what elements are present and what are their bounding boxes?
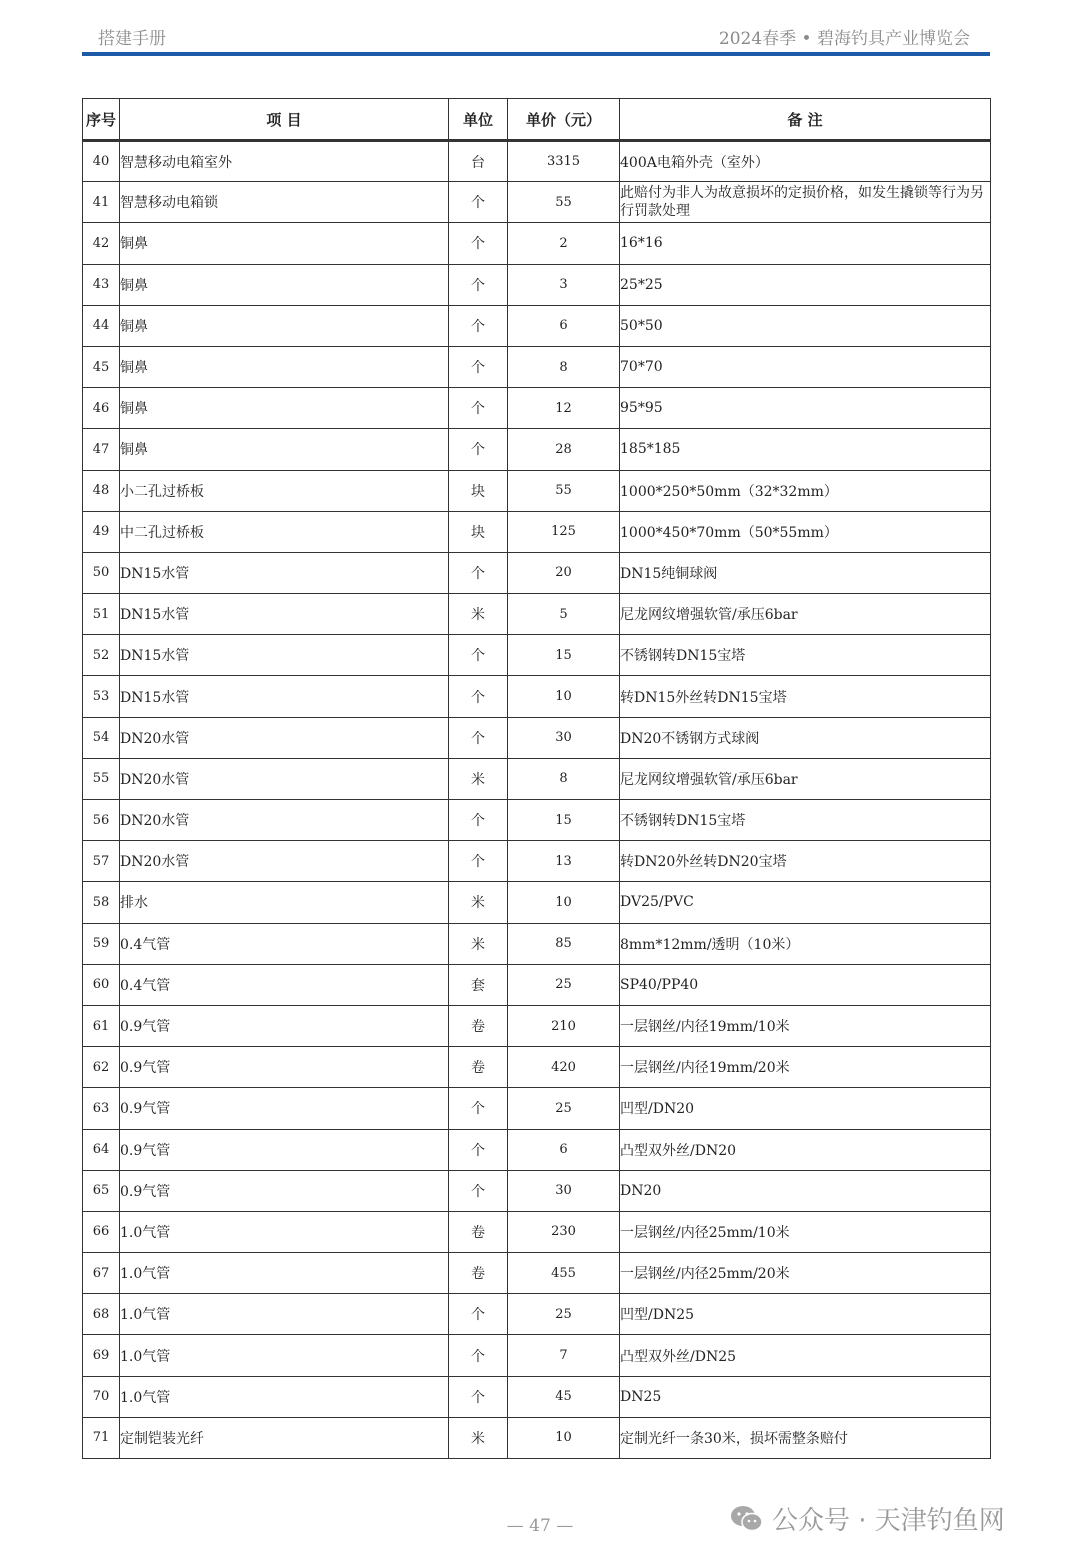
cell-item: 铜鼻 <box>120 346 449 387</box>
table-row <box>83 1376 991 1417</box>
cell-no: 63 <box>83 1088 120 1129</box>
cell-no: 58 <box>83 882 120 923</box>
cell-no: 65 <box>83 1170 120 1211</box>
cell-unit: 个 <box>449 800 508 841</box>
cell-item: DN15水管 <box>120 676 449 717</box>
cell-note: 凸型双外丝/DN25 <box>620 1335 991 1376</box>
table-row <box>83 758 991 799</box>
table-row <box>83 1088 991 1129</box>
col-header-unit: 单位 <box>449 99 508 141</box>
cell-unit: 台 <box>449 141 508 182</box>
cell-no: 44 <box>83 305 120 346</box>
cell-note: 400A电箱外壳（室外） <box>620 141 991 182</box>
cell-price: 30 <box>508 717 620 758</box>
cell-price: 28 <box>508 429 620 470</box>
cell-price: 210 <box>508 1005 620 1046</box>
cell-price: 55 <box>508 470 620 511</box>
cell-price: 13 <box>508 841 620 882</box>
cell-item: DN15水管 <box>120 552 449 593</box>
table-row <box>83 635 991 676</box>
cell-price: 3 <box>508 264 620 305</box>
cell-note: 不锈钢转DN15宝塔 <box>620 800 991 841</box>
table-row <box>83 305 991 346</box>
cell-price: 12 <box>508 388 620 429</box>
cell-note: 尼龙网纹增强软管/承压6bar <box>620 758 991 799</box>
cell-no: 45 <box>83 346 120 387</box>
cell-price: 8 <box>508 758 620 799</box>
cell-note: 16*16 <box>620 223 991 264</box>
table-row <box>83 717 991 758</box>
cell-price: 3315 <box>508 141 620 182</box>
table-row <box>83 841 991 882</box>
cell-item: 0.9气管 <box>120 1170 449 1211</box>
cell-no: 54 <box>83 717 120 758</box>
cell-item: DN20水管 <box>120 758 449 799</box>
cell-no: 57 <box>83 841 120 882</box>
cell-unit: 个 <box>449 305 508 346</box>
cell-item: DN15水管 <box>120 594 449 635</box>
cell-no: 50 <box>83 552 120 593</box>
cell-note: 1000*250*50mm（32*32mm） <box>620 470 991 511</box>
table-header <box>83 99 991 141</box>
cell-no: 55 <box>83 758 120 799</box>
table-row <box>83 1129 991 1170</box>
table-row <box>83 882 991 923</box>
cell-no: 60 <box>83 964 120 1005</box>
cell-note: 一层钢丝/内径25mm/10米 <box>620 1211 991 1252</box>
cell-unit: 米 <box>449 882 508 923</box>
cell-price: 20 <box>508 552 620 593</box>
wechat-icon <box>730 1504 764 1534</box>
cell-no: 49 <box>83 511 120 552</box>
cell-item: DN20水管 <box>120 841 449 882</box>
cell-item: 铜鼻 <box>120 305 449 346</box>
cell-note: 此赔付为非人为故意损坏的定损价格，如发生撬锁等行为另行罚款处理 <box>620 182 991 223</box>
cell-price: 25 <box>508 1294 620 1335</box>
table-row <box>83 964 991 1005</box>
cell-price: 2 <box>508 223 620 264</box>
cell-no: 46 <box>83 388 120 429</box>
cell-price: 15 <box>508 800 620 841</box>
cell-no: 52 <box>83 635 120 676</box>
cell-unit: 个 <box>449 676 508 717</box>
cell-note: DN20 <box>620 1170 991 1211</box>
cell-note: 转DN15外丝转DN15宝塔 <box>620 676 991 717</box>
cell-item: DN15水管 <box>120 635 449 676</box>
cell-note: DN20不锈钢方式球阀 <box>620 717 991 758</box>
cell-price: 55 <box>508 182 620 223</box>
table-row <box>83 1170 991 1211</box>
cell-unit: 个 <box>449 1088 508 1129</box>
table-row <box>83 1253 991 1294</box>
header-right-title: 2024春季 • 碧海钓具产业博览会 <box>718 29 970 49</box>
cell-no: 69 <box>83 1335 120 1376</box>
cell-no: 59 <box>83 923 120 964</box>
cell-item: 1.0气管 <box>120 1376 449 1417</box>
cell-unit: 个 <box>449 346 508 387</box>
cell-price: 25 <box>508 1088 620 1129</box>
cell-note: 95*95 <box>620 388 991 429</box>
cell-no: 62 <box>83 1047 120 1088</box>
cell-price: 455 <box>508 1253 620 1294</box>
cell-price: 7 <box>508 1335 620 1376</box>
cell-item: 智慧移动电箱锁 <box>120 182 449 223</box>
cell-unit: 个 <box>449 182 508 223</box>
cell-note: 70*70 <box>620 346 991 387</box>
cell-unit: 个 <box>449 1129 508 1170</box>
cell-price: 5 <box>508 594 620 635</box>
cell-item: 小二孔过桥板 <box>120 470 449 511</box>
cell-note: 转DN20外丝转DN20宝塔 <box>620 841 991 882</box>
cell-note: 50*50 <box>620 305 991 346</box>
cell-unit: 块 <box>449 470 508 511</box>
table-row <box>83 1211 991 1252</box>
page-number: — 47 — <box>506 1516 574 1536</box>
watermark <box>730 1500 1005 1537</box>
price-table <box>82 98 991 1459</box>
table-row <box>83 594 991 635</box>
cell-note: 凹型/DN20 <box>620 1088 991 1129</box>
cell-note: DN15纯铜球阀 <box>620 552 991 593</box>
table-row <box>83 1417 991 1458</box>
cell-unit: 个 <box>449 1170 508 1211</box>
cell-item: 1.0气管 <box>120 1253 449 1294</box>
cell-note: 尼龙网纹增强软管/承压6bar <box>620 594 991 635</box>
cell-item: 智慧移动电箱室外 <box>120 141 449 182</box>
cell-unit: 米 <box>449 594 508 635</box>
cell-item: 0.9气管 <box>120 1047 449 1088</box>
header-left-title: 搭建手册 <box>98 29 166 49</box>
cell-item: 铜鼻 <box>120 388 449 429</box>
cell-note: 凹型/DN25 <box>620 1294 991 1335</box>
cell-price: 85 <box>508 923 620 964</box>
table-row <box>83 552 991 593</box>
cell-unit: 个 <box>449 429 508 470</box>
table-row <box>83 346 991 387</box>
col-header-no: 序号 <box>83 99 120 141</box>
table-row <box>83 470 991 511</box>
table-row <box>83 800 991 841</box>
table-row <box>83 141 991 182</box>
cell-item: 铜鼻 <box>120 429 449 470</box>
cell-no: 64 <box>83 1129 120 1170</box>
table-header-row <box>83 99 991 141</box>
table-row <box>83 511 991 552</box>
cell-price: 45 <box>508 1376 620 1417</box>
cell-item: 0.4气管 <box>120 923 449 964</box>
cell-price: 8 <box>508 346 620 387</box>
cell-price: 25 <box>508 964 620 1005</box>
cell-item: 排水 <box>120 882 449 923</box>
table-row <box>83 388 991 429</box>
cell-unit: 米 <box>449 923 508 964</box>
cell-note: 一层钢丝/内径25mm/20米 <box>620 1253 991 1294</box>
cell-price: 30 <box>508 1170 620 1211</box>
table-row <box>83 1005 991 1046</box>
cell-item: 1.0气管 <box>120 1294 449 1335</box>
cell-price: 125 <box>508 511 620 552</box>
cell-note: 25*25 <box>620 264 991 305</box>
table-row <box>83 1335 991 1376</box>
cell-note: 不锈钢转DN15宝塔 <box>620 635 991 676</box>
cell-no: 53 <box>83 676 120 717</box>
cell-note: 定制光纤一条30米，损坏需整条赔付 <box>620 1417 991 1458</box>
cell-no: 68 <box>83 1294 120 1335</box>
cell-no: 66 <box>83 1211 120 1252</box>
table-row <box>83 923 991 964</box>
cell-unit: 卷 <box>449 1005 508 1046</box>
cell-no: 67 <box>83 1253 120 1294</box>
cell-item: 1.0气管 <box>120 1211 449 1252</box>
watermark-text: 公众号 · 天津钓鱼网 <box>772 1506 1005 1536</box>
cell-no: 56 <box>83 800 120 841</box>
table-row <box>83 1047 991 1088</box>
cell-item: 铜鼻 <box>120 264 449 305</box>
cell-unit: 卷 <box>449 1047 508 1088</box>
table-row <box>83 429 991 470</box>
cell-price: 230 <box>508 1211 620 1252</box>
cell-unit: 个 <box>449 717 508 758</box>
cell-note: SP40/PP40 <box>620 964 991 1005</box>
table-row <box>83 182 991 223</box>
cell-unit: 块 <box>449 511 508 552</box>
cell-unit: 个 <box>449 635 508 676</box>
header-rule <box>82 52 990 56</box>
cell-item: DN20水管 <box>120 717 449 758</box>
col-header-note: 备 注 <box>620 99 991 141</box>
cell-price: 420 <box>508 1047 620 1088</box>
cell-price: 6 <box>508 1129 620 1170</box>
cell-item: DN20水管 <box>120 800 449 841</box>
cell-no: 48 <box>83 470 120 511</box>
cell-note: 185*185 <box>620 429 991 470</box>
cell-no: 40 <box>83 141 120 182</box>
cell-no: 51 <box>83 594 120 635</box>
cell-price: 10 <box>508 1417 620 1458</box>
table-row <box>83 264 991 305</box>
col-header-item: 项 目 <box>120 99 449 141</box>
cell-no: 41 <box>83 182 120 223</box>
cell-unit: 个 <box>449 264 508 305</box>
cell-note: 凸型双外丝/DN20 <box>620 1129 991 1170</box>
table-body <box>83 141 991 1459</box>
cell-unit: 卷 <box>449 1253 508 1294</box>
cell-price: 10 <box>508 882 620 923</box>
cell-price: 15 <box>508 635 620 676</box>
col-header-price: 单价（元） <box>508 99 620 141</box>
table-row <box>83 1294 991 1335</box>
cell-item: 0.9气管 <box>120 1129 449 1170</box>
cell-unit: 个 <box>449 223 508 264</box>
cell-price: 10 <box>508 676 620 717</box>
cell-item: 0.9气管 <box>120 1005 449 1046</box>
cell-no: 71 <box>83 1417 120 1458</box>
cell-item: 定制铠装光纤 <box>120 1417 449 1458</box>
cell-item: 0.4气管 <box>120 964 449 1005</box>
cell-unit: 个 <box>449 841 508 882</box>
cell-note: 1000*450*70mm（50*55mm） <box>620 511 991 552</box>
cell-unit: 个 <box>449 388 508 429</box>
cell-unit: 个 <box>449 1376 508 1417</box>
cell-note: DN25 <box>620 1376 991 1417</box>
cell-item: 中二孔过桥板 <box>120 511 449 552</box>
cell-unit: 个 <box>449 1294 508 1335</box>
cell-note: 一层钢丝/内径19mm/10米 <box>620 1005 991 1046</box>
cell-price: 6 <box>508 305 620 346</box>
cell-unit: 卷 <box>449 1211 508 1252</box>
cell-no: 61 <box>83 1005 120 1046</box>
cell-item: 1.0气管 <box>120 1335 449 1376</box>
cell-item: 0.9气管 <box>120 1088 449 1129</box>
cell-no: 70 <box>83 1376 120 1417</box>
cell-note: 8mm*12mm/透明（10米） <box>620 923 991 964</box>
cell-no: 43 <box>83 264 120 305</box>
cell-no: 42 <box>83 223 120 264</box>
cell-no: 47 <box>83 429 120 470</box>
table-row <box>83 223 991 264</box>
cell-unit: 米 <box>449 1417 508 1458</box>
cell-unit: 套 <box>449 964 508 1005</box>
cell-unit: 个 <box>449 552 508 593</box>
cell-unit: 米 <box>449 758 508 799</box>
table-row <box>83 676 991 717</box>
cell-unit: 个 <box>449 1335 508 1376</box>
cell-note: DV25/PVC <box>620 882 991 923</box>
cell-note: 一层钢丝/内径19mm/20米 <box>620 1047 991 1088</box>
cell-item: 铜鼻 <box>120 223 449 264</box>
